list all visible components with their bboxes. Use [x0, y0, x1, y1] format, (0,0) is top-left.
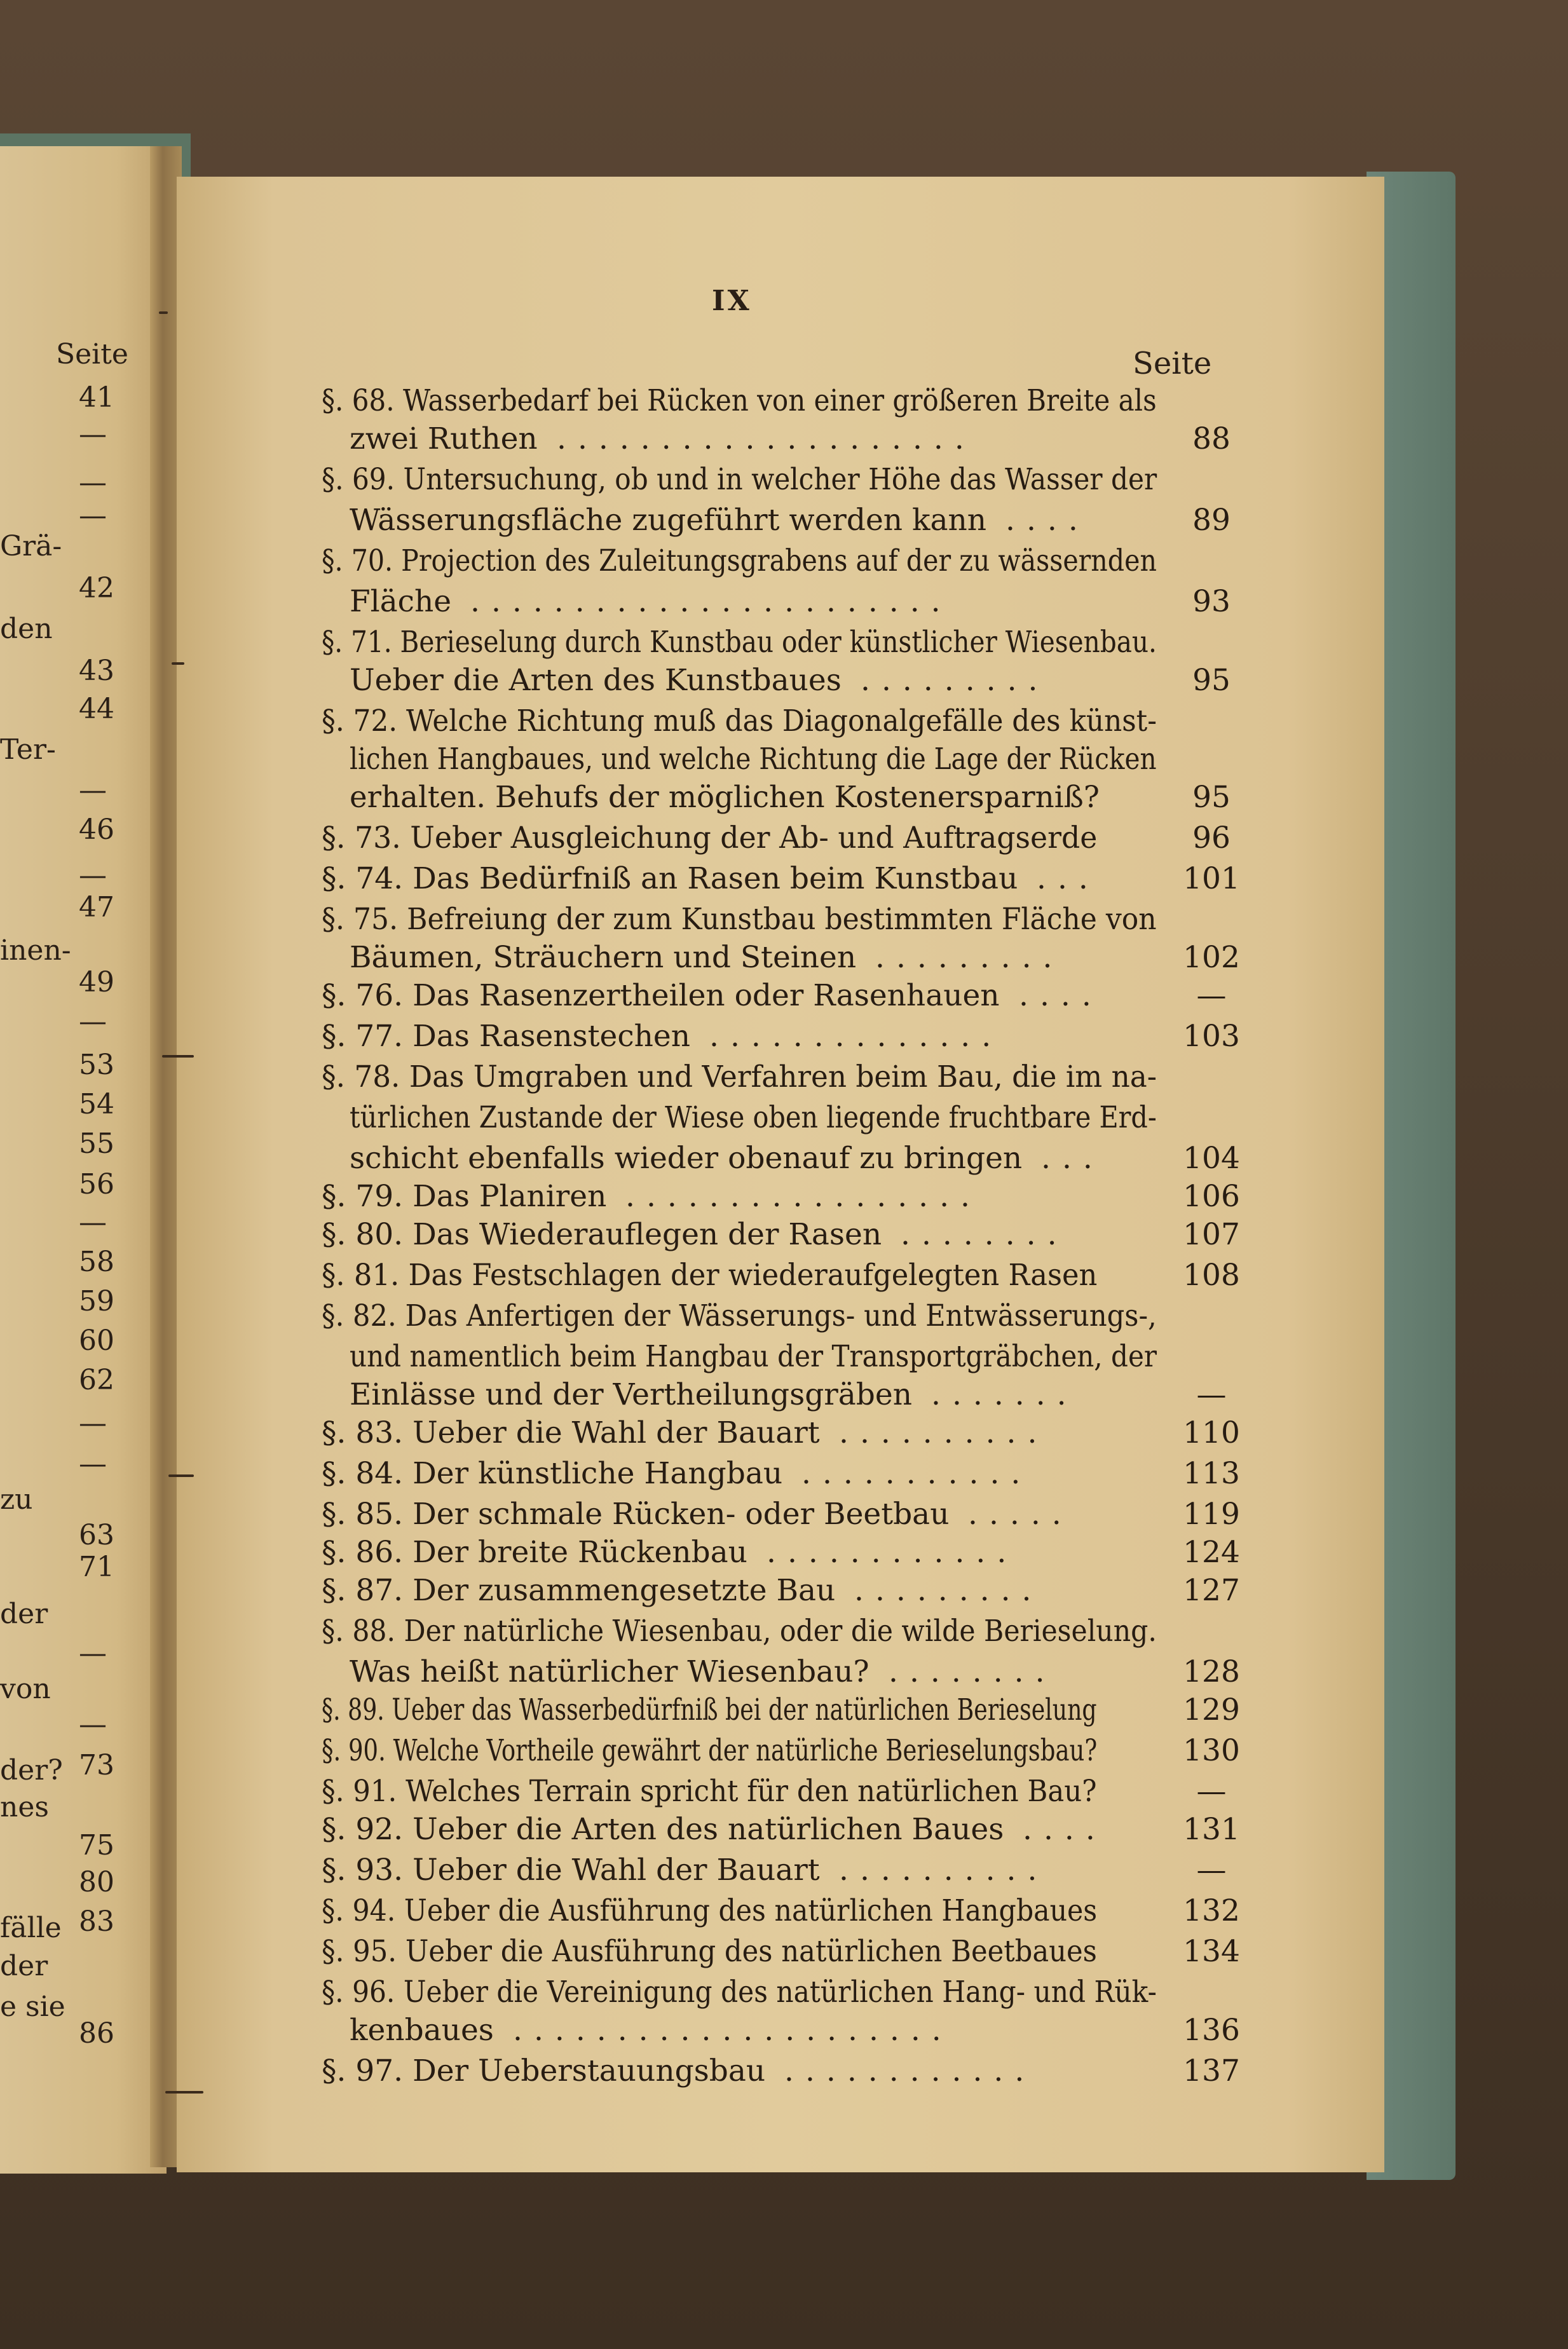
toc-line-text: §. 93. Ueber die Wahl der Bauart [322, 1853, 820, 1888]
toc-line [322, 1692, 1240, 1729]
left-page-word-fragment: der [0, 1598, 48, 1630]
toc-leader-dots: ........... [801, 1456, 1032, 1491]
toc-page-number: 88 [1192, 421, 1231, 456]
toc-leader-dots: ............ [784, 2053, 1036, 2088]
toc-page-number: 106 [1183, 1179, 1240, 1214]
toc-leader-dots: ....................... [470, 584, 952, 619]
toc-page-number: — [1196, 1377, 1227, 1412]
left-page-number: 56 [79, 1168, 114, 1201]
toc-page-number: 124 [1183, 1535, 1240, 1570]
toc-leader-dots: ... [1041, 1141, 1104, 1176]
toc-line [350, 1338, 1214, 1375]
toc-line [350, 779, 1231, 816]
toc-leader-dots: ............ [767, 1535, 1018, 1570]
toc-line-text: Was heißt natürlicher Wiesenbau? [350, 1654, 869, 1689]
toc-line-text: §. 96. Ueber die Vereinigung des natürlichen Hang- und Rük- [322, 1975, 1157, 2010]
left-page-number: 44 [79, 693, 114, 725]
toc-page-number: 128 [1183, 1654, 1240, 1689]
toc-page-number: 119 [1183, 1497, 1240, 1532]
left-page-number: — [79, 774, 107, 807]
toc-page-number: 104 [1183, 1141, 1240, 1176]
toc-line [350, 1377, 1227, 1413]
toc-page-number: 130 [1183, 1733, 1240, 1768]
toc-line [322, 1811, 1240, 1848]
toc-line [350, 1100, 1214, 1136]
left-page-number: 46 [79, 814, 114, 846]
toc-line-text: Wässerungsfläche zugeführt werden kann [350, 503, 987, 538]
toc-line-text: Ueber die Arten des Kunstbaues [350, 663, 842, 698]
toc-leader-dots: .................... [557, 421, 976, 456]
toc-line-text: türlichen Zustande der Wiese oben liegende fruchtbare Erd- [350, 1100, 1157, 1135]
toc-line [322, 2053, 1240, 2090]
toc-line [350, 583, 1231, 620]
toc-page-number: 136 [1183, 2013, 1240, 2048]
left-page-word-fragment: der [0, 1950, 48, 1982]
toc-page-number: 96 [1192, 820, 1231, 855]
toc-line-text: §. 94. Ueber die Ausführung des natürlichen Hangbaues [322, 1893, 1098, 1928]
toc-line [322, 1852, 1227, 1889]
print-fleck [159, 311, 168, 314]
toc-page-number: — [1196, 978, 1227, 1013]
toc-leader-dots: ......... [861, 663, 1049, 698]
left-page-word-fragment: von [0, 1673, 51, 1705]
print-fleck [172, 662, 184, 665]
toc-line [322, 1496, 1240, 1533]
left-page-word-fragment: der? [0, 1754, 63, 1787]
left-page-word-fragment: fälle [0, 1912, 62, 1944]
toc-line-text: und namentlich beim Hangbau der Transportgräbchen, der [350, 1339, 1157, 1374]
toc-leader-dots: ....... [931, 1377, 1078, 1412]
left-page-number: — [79, 1708, 107, 1741]
left-page-number: 55 [79, 1127, 114, 1160]
toc-page-number: 131 [1183, 1812, 1240, 1847]
left-page-word-fragment: e sie [0, 1991, 65, 2023]
left-page-number: — [79, 466, 107, 499]
toc-leader-dots: .......... [839, 1415, 1049, 1450]
toc-line-text: §. 71. Berieselung durch Kunstbau oder künstlicher Wiesenbau. [322, 625, 1157, 660]
toc-page-number: 113 [1183, 1456, 1240, 1491]
toc-page-number: 137 [1183, 2053, 1240, 2088]
left-page-number: 58 [79, 1246, 114, 1278]
toc-line [322, 1018, 1240, 1055]
toc-line-text: §. 85. Der schmale Rücken- oder Beetbau [322, 1497, 950, 1532]
toc-page-number: 95 [1192, 663, 1231, 698]
toc-line-text: §. 69. Untersuchung, ob und in welcher Höhe das Wasser der [322, 462, 1157, 497]
toc-line-text: §. 95. Ueber die Ausführung des natürlichen Beetbaues [322, 1934, 1097, 1969]
left-page-number: 63 [79, 1519, 114, 1551]
toc-line-text: §. 90. Welche Vortheile gewährt der natürliche Berieselungsbau? [322, 1733, 1098, 1768]
toc-line-text: §. 74. Das Bedürfniß an Rasen beim Kunstbau [322, 861, 1018, 896]
left-page-seite-label: Seite [56, 338, 128, 371]
toc-page-number: 89 [1192, 503, 1231, 538]
toc-line-text: §. 92. Ueber die Arten des natürlichen Baues [322, 1812, 1004, 1847]
toc-page-number: 127 [1183, 1573, 1240, 1608]
toc-leader-dots: ... [1037, 861, 1100, 896]
left-page-number: — [79, 418, 107, 451]
left-page-word-fragment: den [0, 613, 53, 645]
toc-line [322, 1773, 1227, 1810]
toc-line-text: §. 72. Welche Richtung muß das Diagonalgefälle des künst- [322, 704, 1157, 739]
toc-page-number: — [1196, 1774, 1227, 1809]
toc-line-text: kenbaues [350, 2013, 494, 2048]
toc-line-text: §. 84. Der künstliche Hangbau [322, 1456, 783, 1491]
toc-line-text: §. 81. Das Festschlagen der wiederaufgelegten Rasen [322, 1258, 1098, 1293]
toc-line [322, 901, 1186, 938]
toc-line-text: Bäumen, Sträuchern und Steinen [350, 940, 857, 975]
left-page-word-fragment: zu [0, 1483, 33, 1516]
toc-leader-dots: .... [1006, 503, 1089, 538]
toc-line [322, 1257, 1240, 1294]
left-page-number: — [79, 500, 107, 532]
left-page-number: 71 [79, 1551, 114, 1583]
left-page-number: 54 [79, 1088, 114, 1120]
toc-line [350, 1654, 1240, 1691]
toc-page-number: 101 [1183, 861, 1240, 896]
left-page-word-fragment: inen- [0, 934, 71, 967]
toc-line-text: §. 83. Ueber die Wahl der Bauart [322, 1415, 820, 1450]
toc-line [322, 1298, 1186, 1335]
toc-line [322, 1059, 1186, 1096]
left-page-number: 47 [79, 891, 114, 923]
print-fleck [162, 1055, 194, 1058]
left-page-number: — [79, 1005, 107, 1038]
toc-leader-dots: ......... [854, 1573, 1043, 1608]
toc-leader-dots: .............. [709, 1019, 1003, 1054]
toc-line [322, 703, 1186, 740]
toc-line-text: §. 76. Das Rasenzertheilen oder Rasenhauen [322, 978, 1000, 1013]
seite-column-header: Seite [1133, 346, 1212, 381]
toc-line-text: §. 89. Ueber das Wasserbedürfniß bei der natürlichen Berieselung [322, 1692, 1097, 1727]
toc-page-number: 107 [1183, 1217, 1240, 1252]
toc-line-text: §. 86. Der breite Rückenbau [322, 1535, 747, 1570]
toc-line [350, 741, 1214, 778]
toc-line-text: §. 80. Das Wiederauflegen der Rasen [322, 1217, 882, 1252]
toc-leader-dots: ........ [889, 1654, 1056, 1689]
toc-line [322, 624, 1186, 661]
toc-line [322, 1974, 1186, 2011]
toc-line-text: §. 77. Das Rasenstechen [322, 1019, 691, 1054]
toc-page-number: 103 [1183, 1019, 1240, 1054]
toc-page-number: 134 [1183, 1934, 1240, 1969]
toc-line-text: schicht ebenfalls wieder obenauf zu bringen [350, 1141, 1023, 1176]
toc-leader-dots: ..................... [513, 2013, 953, 2048]
toc-line-text: §. 91. Welches Terrain spricht für den natürlichen Bau? [322, 1774, 1097, 1809]
left-page-number: 73 [79, 1749, 114, 1781]
left-page-number: — [79, 1637, 107, 1670]
toc-page-number: 132 [1183, 1893, 1240, 1928]
toc-line [322, 1733, 1240, 1769]
toc-page-number: 108 [1183, 1258, 1240, 1293]
left-page-number: 59 [79, 1285, 114, 1317]
toc-page-number: 102 [1183, 940, 1240, 975]
toc-line-text: §. 68. Wasserbedarf bei Rücken von einer größeren Breite als [322, 383, 1157, 418]
left-page-word-fragment: Ter- [0, 733, 56, 766]
left-page-number: 62 [79, 1364, 114, 1396]
left-page-number: 75 [79, 1829, 114, 1862]
toc-line [322, 383, 1186, 419]
page-number: IX [712, 285, 752, 317]
print-fleck [165, 2091, 203, 2094]
toc-line [322, 1178, 1240, 1215]
toc-line-text: §. 73. Ueber Ausgleichung der Ab- und Auftragserde [322, 820, 1098, 855]
toc-page-number: 95 [1192, 780, 1231, 815]
toc-line [322, 820, 1231, 857]
left-page-number: 60 [79, 1324, 114, 1357]
toc-line-text: lichen Hangbaues, und welche Richtung die Lage der Rücken [350, 742, 1157, 777]
toc-line [322, 1534, 1240, 1571]
toc-line [350, 421, 1231, 458]
toc-line [350, 1140, 1240, 1177]
left-page-number: 49 [79, 966, 114, 998]
toc-line [322, 543, 1186, 580]
print-fleck [168, 1474, 194, 1477]
toc-line-text: §. 82. Das Anfertigen der Wässerungs- und Entwässerungs-, [322, 1298, 1157, 1333]
toc-line [350, 2012, 1240, 2049]
toc-line-text: §. 88. Der natürliche Wiesenbau, oder die wilde Berieselung. [322, 1614, 1157, 1649]
toc-line [322, 1933, 1240, 1970]
toc-page-number: 93 [1192, 584, 1231, 619]
toc-leader-dots: ........ [901, 1217, 1068, 1252]
toc-line-text: §. 78. Das Umgraben und Verfahren beim Bau, die im na- [322, 1059, 1157, 1094]
toc-line [350, 662, 1231, 699]
toc-line-text: §. 75. Befreiung der zum Kunstbau bestimmten Fläche von [322, 902, 1157, 937]
toc-line [322, 1572, 1240, 1609]
toc-line [322, 1415, 1240, 1452]
toc-line-text: §. 87. Der zusammengesetzte Bau [322, 1573, 836, 1608]
toc-line [322, 1893, 1240, 1930]
toc-line-text: erhalten. Behufs der möglichen Kostenersparniß? [350, 780, 1100, 815]
toc-leader-dots: ..... [968, 1497, 1073, 1532]
toc-leader-dots: .... [1023, 1812, 1107, 1847]
toc-line [322, 861, 1240, 897]
toc-page-number: 110 [1183, 1415, 1240, 1450]
toc-line [350, 939, 1240, 976]
toc-line-text: Fläche [350, 584, 452, 619]
toc-leader-dots: ......... [875, 940, 1064, 975]
left-page-number: — [79, 1448, 107, 1480]
toc-line-text: zwei Ruthen [350, 421, 538, 456]
left-page-number: 83 [79, 1905, 114, 1938]
toc-line [350, 502, 1231, 539]
left-page-number: 86 [79, 2017, 114, 2050]
toc-line-text: §. 97. Der Ueberstauungsbau [322, 2053, 766, 2088]
toc-line-text: §. 79. Das Planiren [322, 1179, 607, 1214]
toc-line-text: Einlässe und der Vertheilungsgräben [350, 1377, 912, 1412]
left-page-number: 53 [79, 1049, 114, 1081]
left-page-number: 41 [79, 381, 114, 414]
toc-page-number: 129 [1183, 1692, 1240, 1727]
toc-line [322, 1613, 1186, 1650]
toc-leader-dots: .... [1019, 978, 1103, 1013]
toc-line [322, 461, 1186, 498]
toc-leader-dots: ................. [625, 1179, 981, 1214]
left-page-number: — [79, 859, 107, 892]
toc-page-number: — [1196, 1853, 1227, 1888]
left-page-fragments [0, 0, 167, 2349]
left-page-number: 43 [79, 655, 114, 687]
toc-line [322, 1216, 1240, 1253]
left-page-number: — [79, 1206, 107, 1239]
toc-line-text: §. 70. Projection des Zuleitungsgrabens auf der zu wässernden [322, 543, 1157, 578]
left-page-word-fragment: Grä- [0, 530, 62, 562]
left-page-word-fragment: nes [0, 1791, 49, 1823]
left-page-number: 80 [79, 1866, 114, 1898]
toc-line [322, 1455, 1240, 1492]
toc-leader-dots: .......... [839, 1853, 1049, 1888]
toc-line [322, 977, 1227, 1014]
left-page-number: — [79, 1407, 107, 1440]
left-page-number: 42 [79, 572, 114, 604]
